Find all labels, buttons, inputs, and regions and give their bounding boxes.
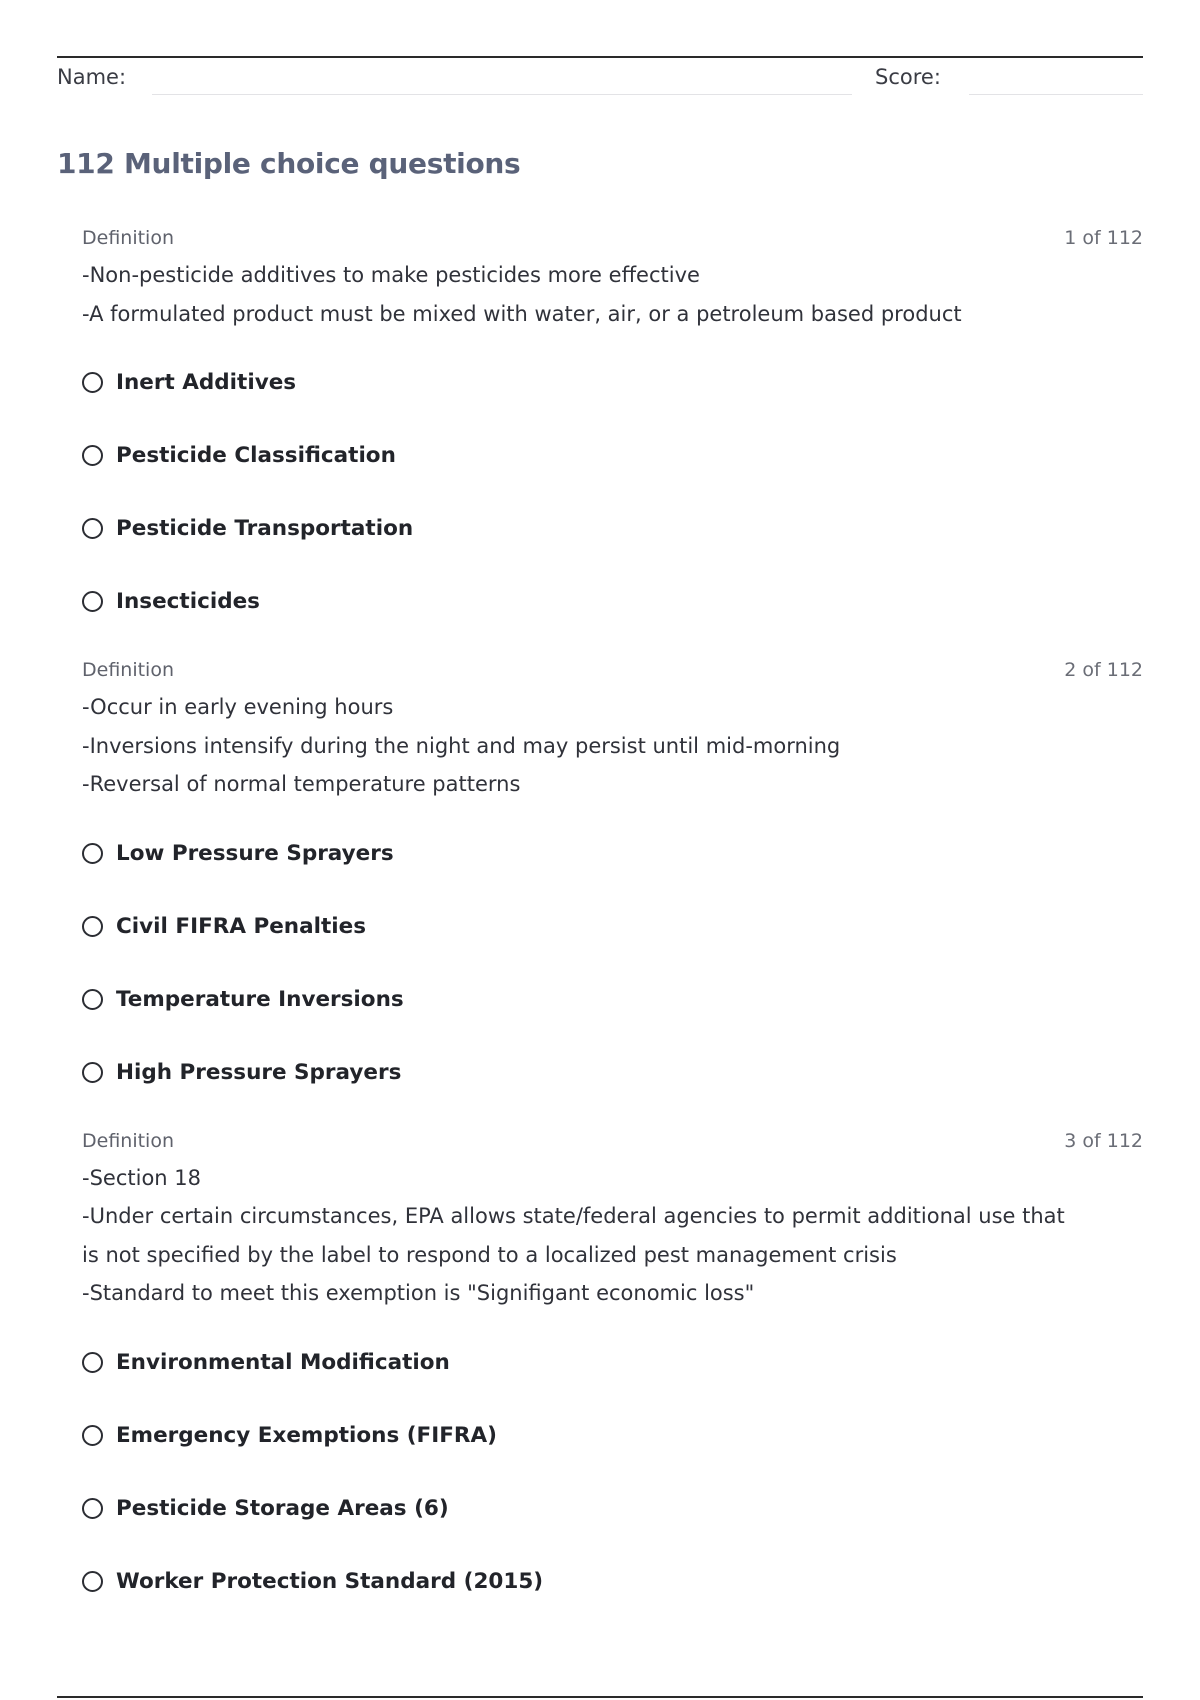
radio-button[interactable] [82,989,103,1010]
radio-button[interactable] [82,372,103,393]
answer-options [82,346,1143,638]
option-label[interactable]: Environmental Modification [116,1349,450,1375]
answer-option[interactable] [82,492,1143,565]
option-label[interactable]: Emergency Exemptions (FIFRA) [116,1422,497,1448]
header-row [57,62,1143,98]
answer-option[interactable] [82,890,1143,963]
question-1 [82,222,1143,638]
radio-button[interactable] [82,1062,103,1083]
question-type: Definition [82,1129,175,1152]
radio-button[interactable] [82,1425,103,1446]
question-counter: 3 of 112 [1064,1129,1143,1152]
prompt-line: -Reversal of normal temperature patterns [82,772,521,796]
prompt-line: is not specified by the label to respond to a localized pest management crisis [82,1242,897,1267]
answer-option[interactable] [82,1036,1143,1109]
answer-option[interactable] [82,419,1143,492]
option-label[interactable]: High Pressure Sprayers [116,1059,402,1085]
radio-button[interactable] [82,518,103,539]
radio-button[interactable] [82,445,103,466]
question-prompt [82,688,1143,804]
option-label[interactable]: Temperature Inversions [116,986,404,1012]
prompt-line: -A formulated product must be mixed with water, air, or a petroleum based product [82,301,962,326]
prompt-line: -Section 18 [82,1165,201,1190]
option-label[interactable]: Insecticides [116,589,260,614]
answer-option[interactable] [82,1399,1143,1472]
question-header [82,654,1143,688]
option-label[interactable]: Worker Protection Standard (2015) [116,1568,544,1594]
answer-option[interactable] [82,565,1143,638]
option-label[interactable]: Pesticide Transportation [116,516,414,541]
radio-button[interactable] [82,843,103,864]
page-title: 112 Multiple choice questions [57,147,521,180]
question-header [82,1125,1143,1159]
prompt-line: -Inversions intensify during the night and may persist until mid-morning [82,733,841,758]
answer-option[interactable] [82,963,1143,1036]
prompt-line: -Occur in early evening hours [82,695,394,719]
radio-button[interactable] [82,591,103,612]
score-label: Score: [875,65,941,89]
radio-button[interactable] [82,1571,103,1592]
question-header [82,222,1143,256]
question-prompt [82,1159,1143,1313]
option-label[interactable]: Pesticide Classification [116,443,396,468]
name-label: Name: [57,65,127,89]
top-rule [57,56,1143,58]
answer-options [82,1326,1143,1618]
score-field[interactable] [969,94,1143,95]
option-label[interactable]: Low Pressure Sprayers [116,840,394,866]
question-2 [82,654,1143,1109]
radio-button[interactable] [82,1498,103,1519]
question-prompt [82,256,1143,333]
prompt-line: -Standard to meet this exemption is "Signifigant economic loss" [82,1281,755,1305]
prompt-line: -Under certain circumstances, EPA allows state/federal agencies to permit additional use that [82,1204,1065,1228]
answer-option[interactable] [82,817,1143,890]
radio-button[interactable] [82,916,103,937]
question-list [82,222,1143,1634]
option-label[interactable]: Civil FIFRA Penalties [116,913,366,939]
name-field[interactable] [152,94,852,95]
bottom-rule [57,1696,1143,1698]
option-label[interactable]: Pesticide Storage Areas (6) [116,1495,449,1521]
answer-option[interactable] [82,1326,1143,1399]
question-3 [82,1125,1143,1618]
answer-option[interactable] [82,1545,1143,1618]
question-counter: 2 of 112 [1064,659,1143,681]
answer-option[interactable] [82,346,1143,419]
option-label[interactable]: Inert Additives [116,370,297,395]
question-type: Definition [82,659,175,681]
answer-options [82,817,1143,1109]
question-counter: 1 of 112 [1064,227,1143,249]
answer-option[interactable] [82,1472,1143,1545]
prompt-line: -Non-pesticide additives to make pesticides more effective [82,263,700,287]
question-type: Definition [82,227,175,249]
radio-button[interactable] [82,1352,103,1373]
